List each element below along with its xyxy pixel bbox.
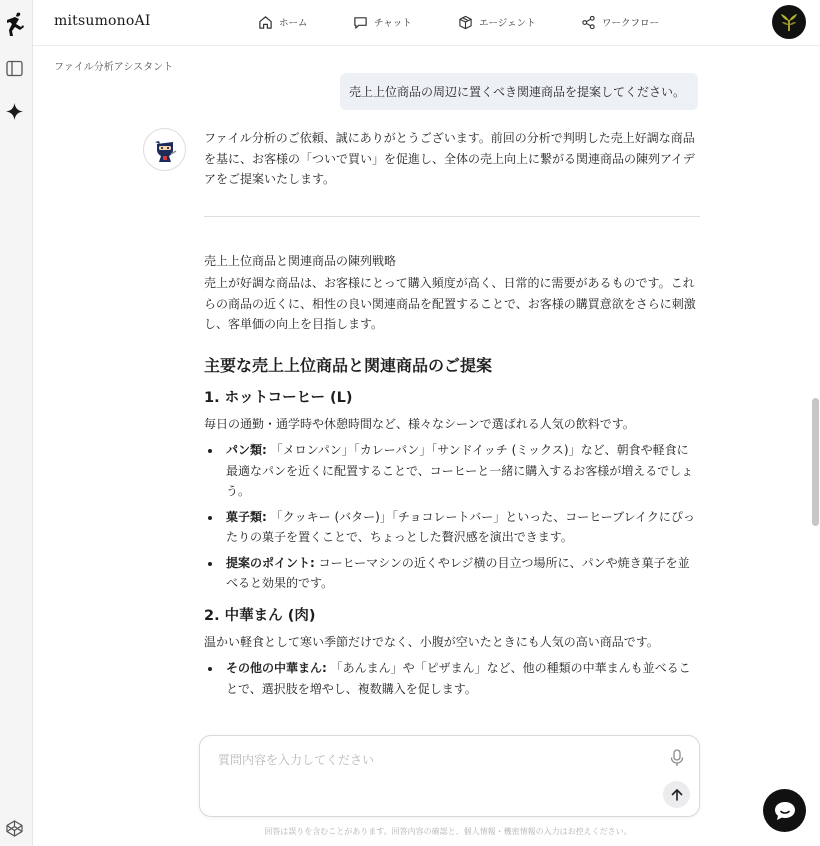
left-rail	[0, 0, 33, 846]
bullet-text: コーヒーマシンの近くやレジ横の目立つ場所に、パンや焼き菓子を並べると効果的です。	[226, 555, 690, 590]
nav-home-label: ホーム	[279, 18, 308, 29]
runner-logo-icon[interactable]	[3, 11, 27, 37]
answer-intro: ファイル分析のご依頼、誠にありがとうございます。前回の分析で判明した売上好調な商品を基に、お客様の「ついで買い」を促進し、全体の売上向上に繋がる関連商品の陳列アイデアをご提案いたします。	[204, 131, 695, 186]
breadcrumb[interactable]: ファイル分析アシスタント	[54, 62, 174, 73]
chat-icon	[353, 15, 368, 30]
bullet-label: パン類:	[226, 443, 267, 457]
bullet-text: 「メロンパン」「カレーパン」「サンドイッチ (ミックス)」など、朝食や軽食に最適なパンを近くに配置することで、コーヒーと一緒に購入するお客様が増えるでしょう。	[226, 443, 694, 498]
top-bar	[33, 0, 820, 46]
list-item	[204, 553, 700, 594]
user-avatar[interactable]	[772, 5, 806, 39]
bullet-label: 提案のポイント:	[226, 555, 315, 570]
chat-bubble-icon	[773, 800, 797, 822]
assistant-avatar	[143, 128, 186, 171]
cube-icon	[458, 15, 473, 30]
assistant-answer	[204, 128, 700, 704]
support-chat-button[interactable]	[763, 789, 806, 832]
bullet-text: 「あんまん」や「ピザまん」など、他の種類の中華まんも並べることで、選択肢を増やし、複数購入を促します。	[226, 661, 691, 696]
section-bullet-list	[204, 658, 700, 699]
arrow-up-icon	[670, 788, 684, 802]
sidebar-toggle-icon[interactable]	[6, 60, 23, 77]
bullet-label: 菓子類:	[226, 509, 267, 524]
nav-home[interactable]	[258, 12, 308, 32]
answer-subtitle: 売上上位商品と関連商品の陳列戦略	[204, 253, 397, 268]
ninja-mascot-icon	[151, 136, 179, 164]
bullet-label: その他の中華まん:	[226, 661, 327, 675]
scrollbar-thumb[interactable]	[812, 398, 819, 526]
section-description: 毎日の通勤・通学時や休憩時間など、様々なシーンで選ばれる人気の飲料です。	[204, 416, 635, 431]
answer-divider	[204, 216, 700, 217]
disclaimer-text: 回答は誤りを含むことがあります。回答内容の確認と、個人情報・機密情報の入力はお控えください。	[264, 827, 632, 836]
user-message-text: 売上上位商品の周辺に置くべき関連商品を提案してください。	[349, 85, 686, 99]
message-input[interactable]: 質問内容を入力してください	[218, 753, 375, 767]
section-description: 温かい軽食として寒い季節だけでなく、小腹が空いたときにも人気の高い商品です。	[204, 634, 659, 649]
send-button[interactable]	[663, 781, 690, 808]
user-message-bubble	[340, 73, 698, 110]
home-icon	[258, 15, 273, 30]
list-item	[204, 658, 700, 699]
section-bullet-list	[204, 440, 700, 594]
brand-name[interactable]: mitsumonoAI	[54, 13, 151, 29]
share-icon	[581, 15, 596, 30]
nav-agent-label: エージェント	[479, 18, 536, 29]
answer-heading: 主要な売上上位商品と関連商品のご提案	[204, 355, 493, 375]
section-title: 1. ホットコーヒー (L)	[204, 389, 353, 406]
list-item	[204, 440, 700, 502]
nav-agent[interactable]	[458, 12, 536, 32]
answer-strategy: 売上が好調な商品は、お客様にとって購入頻度が高く、日常的に需要があるものです。これらの商品の近くに、相性の良い関連商品を配置することで、お客様の購買意欲をさらに刺激し、客単価の向上を目指します。	[204, 276, 696, 331]
nav-chat-label: チャット	[374, 18, 412, 29]
nav-workflow-label: ワークフロー	[602, 18, 660, 29]
list-item	[204, 507, 700, 548]
message-composer[interactable]	[199, 735, 700, 817]
microphone-icon[interactable]	[669, 749, 685, 767]
section-title: 2. 中華まん (肉)	[204, 607, 316, 624]
sparkle-icon[interactable]	[5, 102, 24, 121]
nav-workflow[interactable]	[581, 12, 659, 32]
nav-chat[interactable]	[353, 12, 412, 32]
plant-emblem-icon	[778, 11, 800, 33]
bullet-text: 「クッキー (バター)」「チョコレートバー」といった、コーヒーブレイクにぴったりの菓子を置くことで、ちょっとした贅沢感を演出できます。	[226, 509, 695, 544]
